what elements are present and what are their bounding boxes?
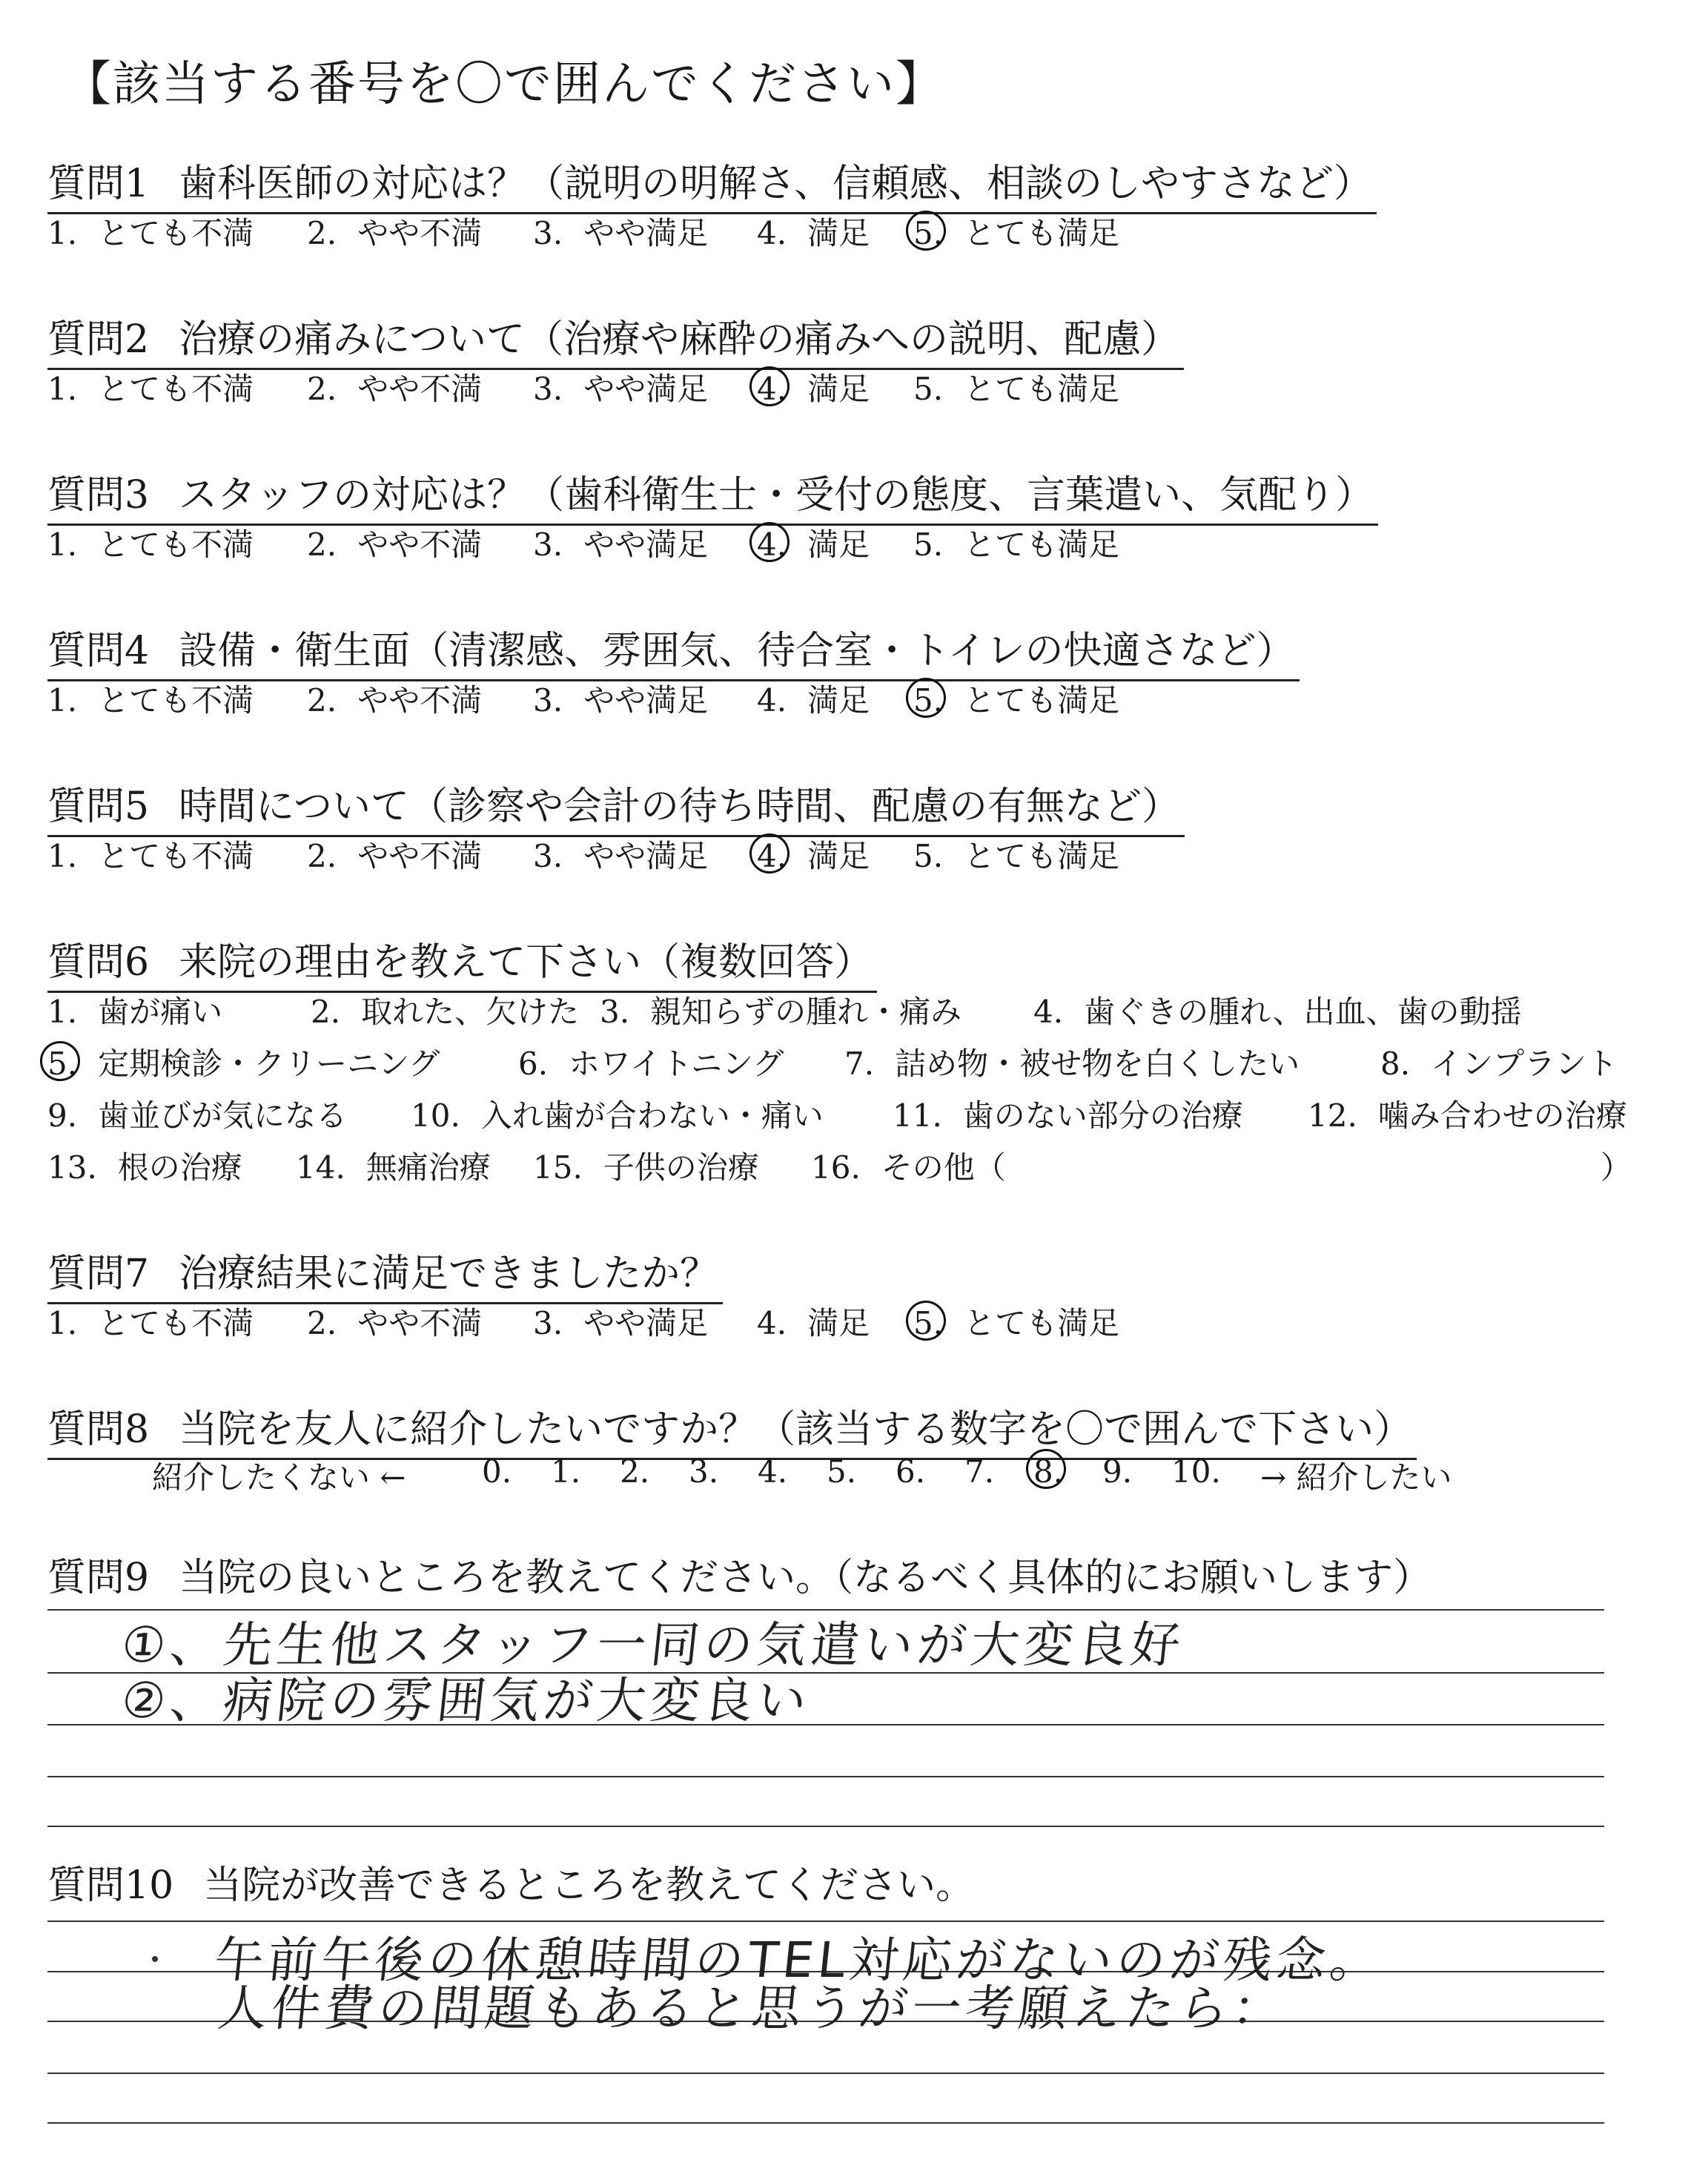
reason-3[interactable]: 3. 親知らずの腫れ・痛み bbox=[600, 994, 962, 1030]
option-5[interactable]: 5. とても満足 bbox=[913, 838, 1120, 874]
handwritten-answer-line: 人件費の問題もあると思うが一考願えたら： bbox=[215, 1980, 1289, 2037]
option-5-selected[interactable]: 5. とても満足 bbox=[913, 1299, 1119, 1344]
option-2[interactable]: 2. やや不満 bbox=[307, 682, 483, 719]
answer-line bbox=[47, 1826, 1604, 1827]
handwritten-answer-line: 午前午後の休憩時間のTEL対応がないのが残念。 bbox=[211, 1932, 1387, 1989]
option-1[interactable]: 1. とても不満 bbox=[47, 215, 254, 251]
question-10-title bbox=[47, 1854, 979, 1914]
scale-9[interactable]: 9. bbox=[1102, 1453, 1133, 1490]
reason-16-other[interactable]: 16. その他（ bbox=[811, 1149, 1006, 1186]
option-2[interactable]: 2. やや不満 bbox=[307, 215, 483, 251]
question-text: 設備・衛生面（清潔感、雰囲気、待合室・トイレの快適さなど） bbox=[179, 629, 1295, 673]
question-text: 当院が改善できるところを教えてください。 bbox=[203, 1863, 975, 1908]
option-5[interactable]: 5. とても満足 bbox=[913, 526, 1120, 563]
option-4[interactable]: 4. 満足 bbox=[757, 215, 870, 251]
question-text: 治療結果に満足できましたか？ bbox=[179, 1252, 719, 1296]
question-3-title bbox=[47, 463, 1378, 526]
option-5[interactable]: 5. とても満足 bbox=[913, 371, 1120, 407]
instruction-heading: 【該当する番号を〇で囲んでください】 bbox=[64, 57, 944, 112]
reason-12[interactable]: 12. 噛み合わせの治療 bbox=[1308, 1097, 1627, 1134]
question-number: 質問10 bbox=[47, 1863, 174, 1908]
question-1-title bbox=[47, 152, 1377, 214]
reason-1[interactable]: 1. 歯が痛い bbox=[47, 994, 223, 1030]
option-4-selected[interactable]: 4. 満足 bbox=[757, 365, 870, 409]
answer-line bbox=[47, 1776, 1604, 1777]
question-text: スタッフの対応は？（歯科衛生士・受付の態度、言葉遣い、気配り） bbox=[179, 473, 1374, 518]
scale-1[interactable]: 1. bbox=[551, 1453, 581, 1490]
answer-line bbox=[47, 2073, 1604, 2074]
question-text: 時間について（診察や会計の待ち時間、配慮の有無など） bbox=[179, 785, 1181, 829]
question-6-title bbox=[47, 931, 877, 993]
reason-2[interactable]: 2. 取れた、欠けた bbox=[311, 994, 580, 1030]
scale-0[interactable]: 0. bbox=[482, 1453, 512, 1490]
reason-9[interactable]: 9. 歯並びが気になる bbox=[47, 1097, 348, 1134]
question-8-title bbox=[47, 1398, 1417, 1460]
scale-3[interactable]: 3. bbox=[689, 1453, 719, 1490]
option-1[interactable]: 1. とても不満 bbox=[47, 838, 254, 874]
scale-4[interactable]: 4. bbox=[758, 1453, 788, 1490]
option-3[interactable]: 3. やや満足 bbox=[533, 526, 709, 563]
option-5-selected[interactable]: 5. とても満足 bbox=[913, 676, 1119, 721]
question-text: 治療の痛みについて（治療や麻酔の痛みへの説明、配慮） bbox=[179, 317, 1180, 362]
question-5-title bbox=[47, 775, 1185, 837]
question-number: 質問3 bbox=[47, 473, 150, 518]
option-2[interactable]: 2. やや不満 bbox=[307, 371, 483, 407]
option-3[interactable]: 3. やや満足 bbox=[533, 215, 709, 251]
scale-2[interactable]: 2. bbox=[620, 1453, 650, 1490]
reason-8[interactable]: 8. インプラント bbox=[1380, 1046, 1618, 1082]
question-text: 当院を友人に紹介したいですか？（該当する数字を〇で囲んで下さい） bbox=[179, 1407, 1413, 1452]
option-3[interactable]: 3. やや満足 bbox=[533, 838, 709, 874]
scale-6[interactable]: 6. bbox=[896, 1453, 926, 1490]
option-3[interactable]: 3. やや満足 bbox=[533, 371, 709, 407]
reasons-row-4 bbox=[47, 1143, 1634, 1188]
question-number: 質問6 bbox=[47, 940, 150, 985]
option-2[interactable]: 2. やや不満 bbox=[307, 838, 483, 874]
scale-left-label: 紹介したくない ← bbox=[152, 1459, 406, 1496]
reason-15[interactable]: 15. 子供の治療 bbox=[533, 1149, 759, 1186]
option-4-selected[interactable]: 4. 満足 bbox=[757, 832, 870, 876]
scale-5[interactable]: 5. bbox=[827, 1453, 857, 1490]
question-text: 来院の理由を教えて下さい（複数回答） bbox=[179, 940, 873, 985]
option-1[interactable]: 1. とても不満 bbox=[47, 371, 254, 407]
question-text: 歯科医師の対応は？（説明の明解さ、信頼感、相談のしやすさなど） bbox=[179, 162, 1373, 206]
question-9-title bbox=[47, 1546, 1436, 1606]
option-1[interactable]: 1. とても不満 bbox=[47, 526, 254, 563]
handwritten-answer-line: ②、病院の雰囲気が大変良い bbox=[119, 1672, 814, 1729]
answer-line bbox=[47, 2122, 1604, 2124]
scale-7[interactable]: 7. bbox=[964, 1453, 995, 1490]
question-number: 質問2 bbox=[47, 317, 150, 362]
option-1[interactable]: 1. とても不満 bbox=[47, 682, 254, 719]
option-5-selected[interactable]: 5. とても満足 bbox=[913, 209, 1119, 254]
reason-5-selected[interactable]: 5. 定期検診・クリーニング bbox=[47, 1040, 440, 1084]
reason-10[interactable]: 10. 入れ歯が合わない・痛い bbox=[411, 1097, 824, 1134]
question-number: 質問5 bbox=[47, 785, 150, 829]
scale-10[interactable]: 10. bbox=[1171, 1453, 1221, 1490]
reason-4[interactable]: 4. 歯ぐきの腫れ、出血、歯の動揺 bbox=[1033, 994, 1522, 1030]
question-text: 当院の良いところを教えてください。（なるべく具体的にお願いします） bbox=[179, 1556, 1432, 1600]
option-1[interactable]: 1. とても不満 bbox=[47, 1305, 254, 1341]
reason-14[interactable]: 14. 無痛治療 bbox=[296, 1149, 491, 1186]
question-number: 質問1 bbox=[47, 162, 150, 206]
reason-7[interactable]: 7. 詰め物・被せ物を白くしたい bbox=[844, 1046, 1300, 1082]
option-3[interactable]: 3. やや満足 bbox=[533, 1305, 709, 1341]
question-number: 質問9 bbox=[47, 1556, 150, 1600]
question-number: 質問4 bbox=[47, 629, 150, 673]
option-4-selected[interactable]: 4. 満足 bbox=[757, 521, 870, 565]
scale-8-selected[interactable]: 8. bbox=[1033, 1453, 1063, 1490]
option-4[interactable]: 4. 満足 bbox=[757, 682, 870, 719]
question-4-title bbox=[47, 619, 1300, 681]
other-close-paren: ） bbox=[1601, 1149, 1632, 1186]
question-2-title bbox=[47, 308, 1184, 370]
reason-13[interactable]: 13. 根の治療 bbox=[47, 1149, 242, 1186]
reason-6[interactable]: 6. ホワイトニング bbox=[518, 1046, 784, 1082]
question-number: 質問7 bbox=[47, 1252, 150, 1296]
handwritten-bullet-dot bbox=[152, 1956, 158, 1962]
question-7-title bbox=[47, 1242, 723, 1304]
option-2[interactable]: 2. やや不満 bbox=[307, 1305, 483, 1341]
handwritten-answer-line: ①、先生他スタッフ一同の気遣いが大変良好 bbox=[119, 1616, 1188, 1674]
reason-11[interactable]: 11. 歯のない部分の治療 bbox=[893, 1097, 1243, 1134]
option-2[interactable]: 2. やや不満 bbox=[307, 526, 483, 563]
option-3[interactable]: 3. やや満足 bbox=[533, 682, 709, 719]
option-4[interactable]: 4. 満足 bbox=[757, 1305, 870, 1341]
scale-right-label: → 紹介したい bbox=[1260, 1459, 1452, 1496]
question-number: 質問8 bbox=[47, 1407, 150, 1452]
